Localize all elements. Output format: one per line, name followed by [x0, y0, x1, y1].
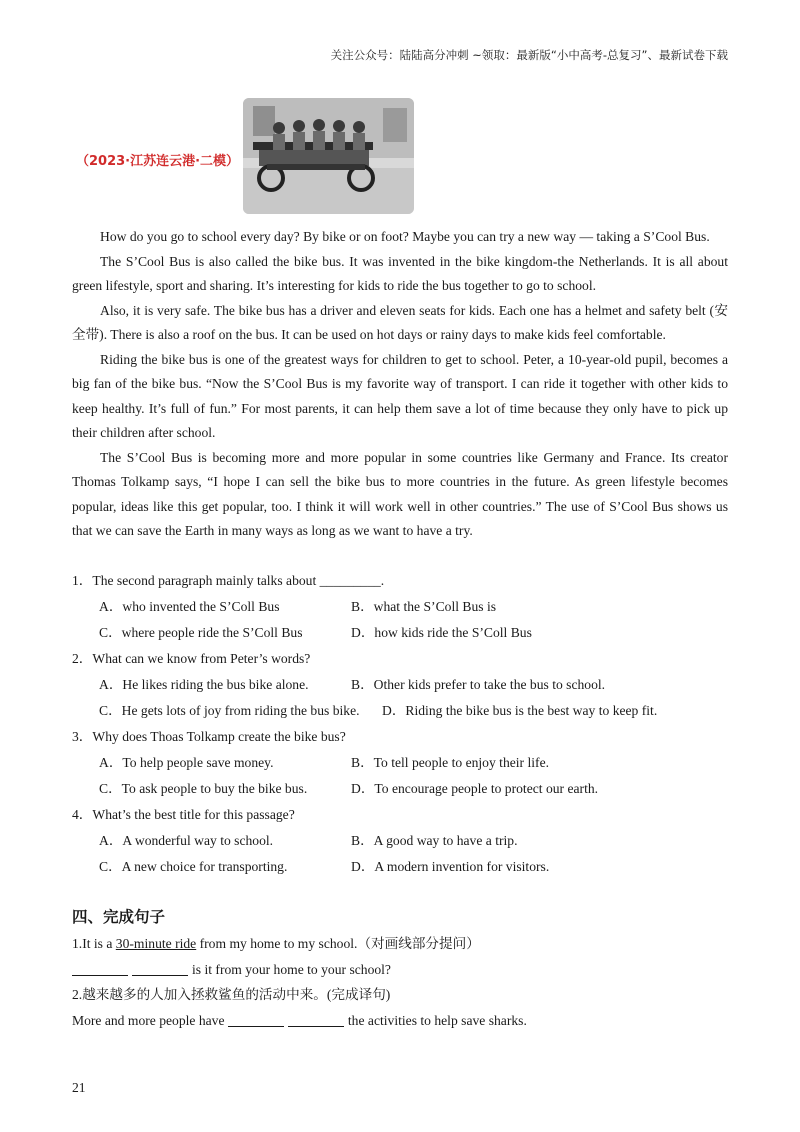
- passage-paragraph: Also, it is very safe. The bike bus has a driver and eleven seats for kids. Each one has a helmet and safety belt (安全带). There is also a roof on the bus. It can be used on hot days or rainy days to make kids feel comfortable.: [72, 302, 728, 342]
- bike-bus-photo: [243, 98, 414, 214]
- option-row: [72, 594, 728, 620]
- question-stem: 1．The second paragraph mainly talks about _________.: [72, 573, 385, 588]
- option-row: [72, 698, 728, 724]
- option-a[interactable]: A．To help people save money.: [99, 755, 274, 770]
- completion-answer-2: [72, 1008, 728, 1034]
- option-row: [72, 854, 728, 880]
- reading-passage: [72, 225, 728, 544]
- question-list: [72, 568, 728, 880]
- answer-blank[interactable]: [288, 1012, 344, 1027]
- answer-blank[interactable]: [132, 961, 188, 976]
- passage-paragraph: Riding the bike bus is one of the greatest ways for children to get to school. Peter, a 10-year-old pupil, becomes a big fan of the bike bus. “Now the S’Cool Bus is my favorite way of transport. I can ride it together with other kids to keep healthy. It’s full of fun.” For most parents, it can help them save a lot of time because they only have to pick up their children after school.: [72, 351, 728, 440]
- option-row: [72, 776, 728, 802]
- option-c[interactable]: C．A new choice for transporting.: [99, 859, 288, 874]
- completion-item-2: 2.越来越多的人加入拯救鲨鱼的活动中来。(完成译句): [72, 987, 391, 1002]
- option-b[interactable]: B．To tell people to enjoy their life.: [351, 755, 549, 770]
- passage-paragraph: The S’Cool Bus is becoming more and more popular in some countries like Germany and France. Its creator Thomas Tolkamp says, “I hope I can sell the bike bus to more countries in the future. As green lifestyle becomes popular, ideas like this get popular, too. I think it will work well in other countries.” The use of S’Cool Bus shows us that we can save the Earth in many ways as long as we want to have a try.: [72, 449, 728, 538]
- completion-answer-1: [72, 957, 728, 983]
- passage-paragraph: How do you go to school every day? By bike or on foot? Maybe you can try a new way — taking a S’Cool Bus.: [100, 229, 710, 244]
- item-suffix: from my home to my school.（对画线部分提问）: [196, 936, 480, 951]
- page-header: 关注公众号：陆陆高分冲刺 ~领取：最新版“小中高考-总复习”、最新试卷下载: [330, 48, 728, 62]
- option-a[interactable]: A．A wonderful way to school.: [99, 833, 274, 848]
- option-c[interactable]: C．where people ride the S’Coll Bus: [99, 625, 303, 640]
- item-prefix: 1.It is a: [72, 936, 116, 951]
- answer-blank[interactable]: [228, 1012, 284, 1027]
- option-b[interactable]: B．Other kids prefer to take the bus to school.: [351, 677, 606, 692]
- completion-item-1: [72, 931, 728, 957]
- option-a[interactable]: A．who invented the S’Coll Bus: [99, 599, 280, 614]
- question-stem: 3．Why does Thoas Tolkamp create the bike bus?: [72, 729, 346, 744]
- option-row: [72, 620, 728, 646]
- sentence-completion: [72, 931, 728, 1033]
- option-row: [72, 672, 728, 698]
- option-row: [72, 828, 728, 854]
- option-d[interactable]: D．Riding the bike bus is the best way to keep fit.: [382, 703, 658, 718]
- answer-prefix: More and more people have: [72, 1012, 225, 1028]
- option-d[interactable]: D．A modern invention for visitors.: [351, 859, 550, 874]
- option-c[interactable]: C．To ask people to buy the bike bus.: [99, 781, 308, 796]
- answer-blank[interactable]: [72, 961, 128, 976]
- question-stem: 4．What’s the best title for this passage?: [72, 807, 295, 822]
- option-row: [72, 750, 728, 776]
- option-b[interactable]: B．A good way to have a trip.: [351, 833, 518, 848]
- option-d[interactable]: D．how kids ride the S’Coll Bus: [351, 625, 532, 640]
- underlined-phrase: 30-minute ride: [115, 936, 197, 951]
- page-number: 21: [72, 1080, 86, 1095]
- section-title: 四、完成句子: [72, 908, 166, 926]
- passage-paragraph: The S’Cool Bus is also called the bike bus. It was invented in the bike kingdom-the Netherlands. It is all about green lifestyle, sport and sharing. It’s interesting for kids to ride the bus together to go to school.: [72, 253, 728, 293]
- question-stem: 2．What can we know from Peter’s words?: [72, 651, 311, 666]
- option-a[interactable]: A．He likes riding the bus bike alone.: [99, 677, 309, 692]
- option-d[interactable]: D．To encourage people to protect our earth.: [351, 781, 599, 796]
- option-c[interactable]: C．He gets lots of joy from riding the bus bike.: [99, 703, 360, 718]
- source-tag: （2023·江苏连云港·二模）: [76, 154, 240, 169]
- option-b[interactable]: B．what the S’Coll Bus is: [351, 599, 497, 614]
- answer-suffix: the activities to help save sharks.: [347, 1012, 527, 1028]
- bike-bus-illustration: [243, 98, 414, 214]
- answer-rest: is it from your home to your school?: [192, 961, 391, 977]
